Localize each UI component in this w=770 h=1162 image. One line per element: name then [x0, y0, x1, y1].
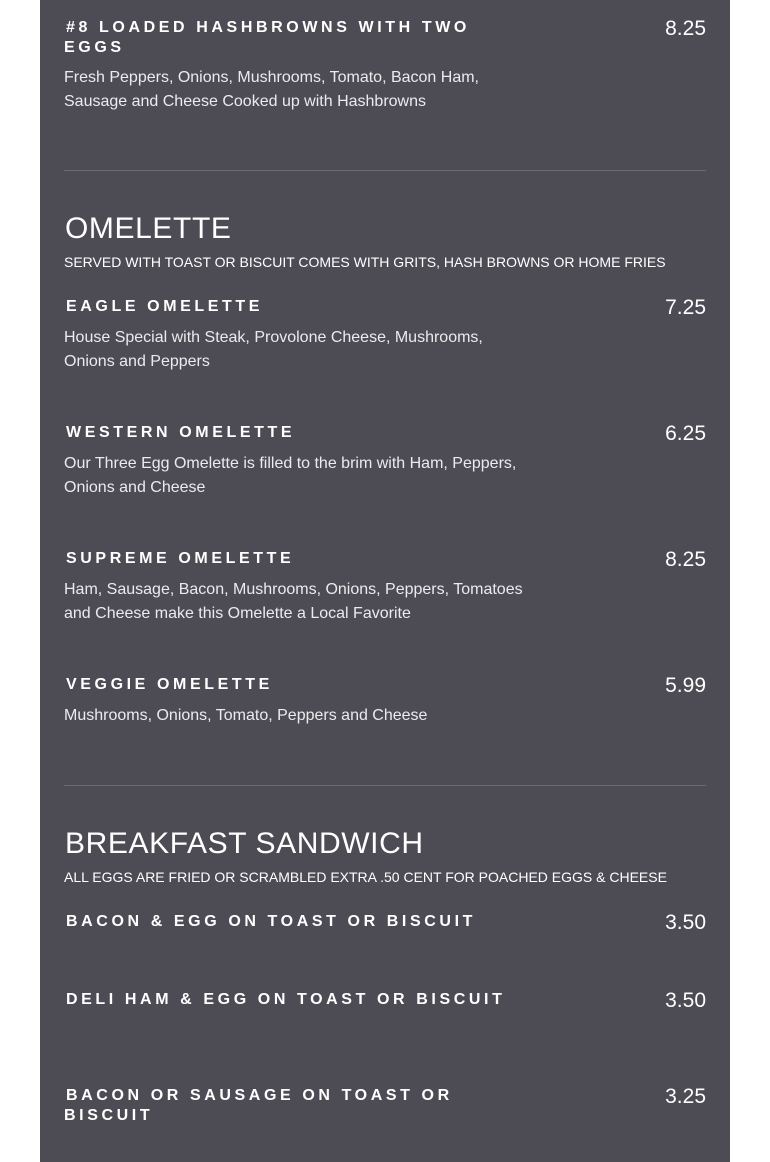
item-price: 3.25: [665, 1085, 706, 1108]
section-divider: [64, 785, 706, 786]
item-price: 3.50: [665, 911, 706, 934]
item-price: 7.25: [665, 296, 706, 319]
item-name: DELI HAM & EGG ON TOAST OR BISCUIT: [66, 991, 506, 1008]
item-description: Our Three Egg Omelette is filled to the brim with Ham, Peppers, Onions and Cheese: [64, 455, 517, 496]
section-title-omelette: OMELETTE: [65, 212, 232, 245]
item-price: 8.25: [665, 17, 706, 40]
item-name: BACON & EGG ON TOAST OR BISCUIT: [66, 913, 476, 930]
item-name: BACON OR SAUSAGE ON TOAST OR BISCUIT: [64, 1087, 453, 1124]
menu-panel: [40, 0, 730, 1162]
item-name: WESTERN OMELETTE: [66, 424, 296, 441]
item-price: 5.99: [665, 674, 706, 697]
item-name: #8 LOADED HASHBROWNS WITH TWO EGGS: [64, 19, 470, 56]
menu-content: [64, 0, 706, 1162]
section-divider: [64, 170, 706, 171]
item-price: 6.25: [665, 422, 706, 445]
item-price: 3.50: [665, 989, 706, 1012]
item-name: SUPREME OMELETTE: [66, 550, 295, 567]
item-name: EAGLE OMELETTE: [66, 298, 264, 315]
item-name: VEGGIE OMELETTE: [66, 676, 273, 693]
section-subtitle-omelette: SERVED WITH TOAST OR BISCUIT COMES WITH GRITS, HASH BROWNS OR HOME FRIES: [64, 254, 666, 270]
item-description: Ham, Sausage, Bacon, Mushrooms, Onions, Peppers, Tomatoes and Cheese make this Omelette a Local Favorite: [64, 581, 523, 622]
item-description: Fresh Peppers, Onions, Mushrooms, Tomato, Bacon Ham, Sausage and Cheese Cooked up with Hashbrowns: [64, 69, 479, 110]
section-title-breakfast-sandwich: BREAKFAST SANDWICH: [65, 827, 424, 860]
item-price: 8.25: [665, 548, 706, 571]
item-description: Mushrooms, Onions, Tomato, Peppers and Cheese: [64, 707, 428, 724]
item-description: House Special with Steak, Provolone Cheese, Mushrooms, Onions and Peppers: [64, 329, 483, 370]
section-subtitle-breakfast-sandwich: ALL EGGS ARE FRIED OR SCRAMBLED EXTRA .50 CENT FOR POACHED EGGS & CHEESE: [64, 869, 667, 885]
